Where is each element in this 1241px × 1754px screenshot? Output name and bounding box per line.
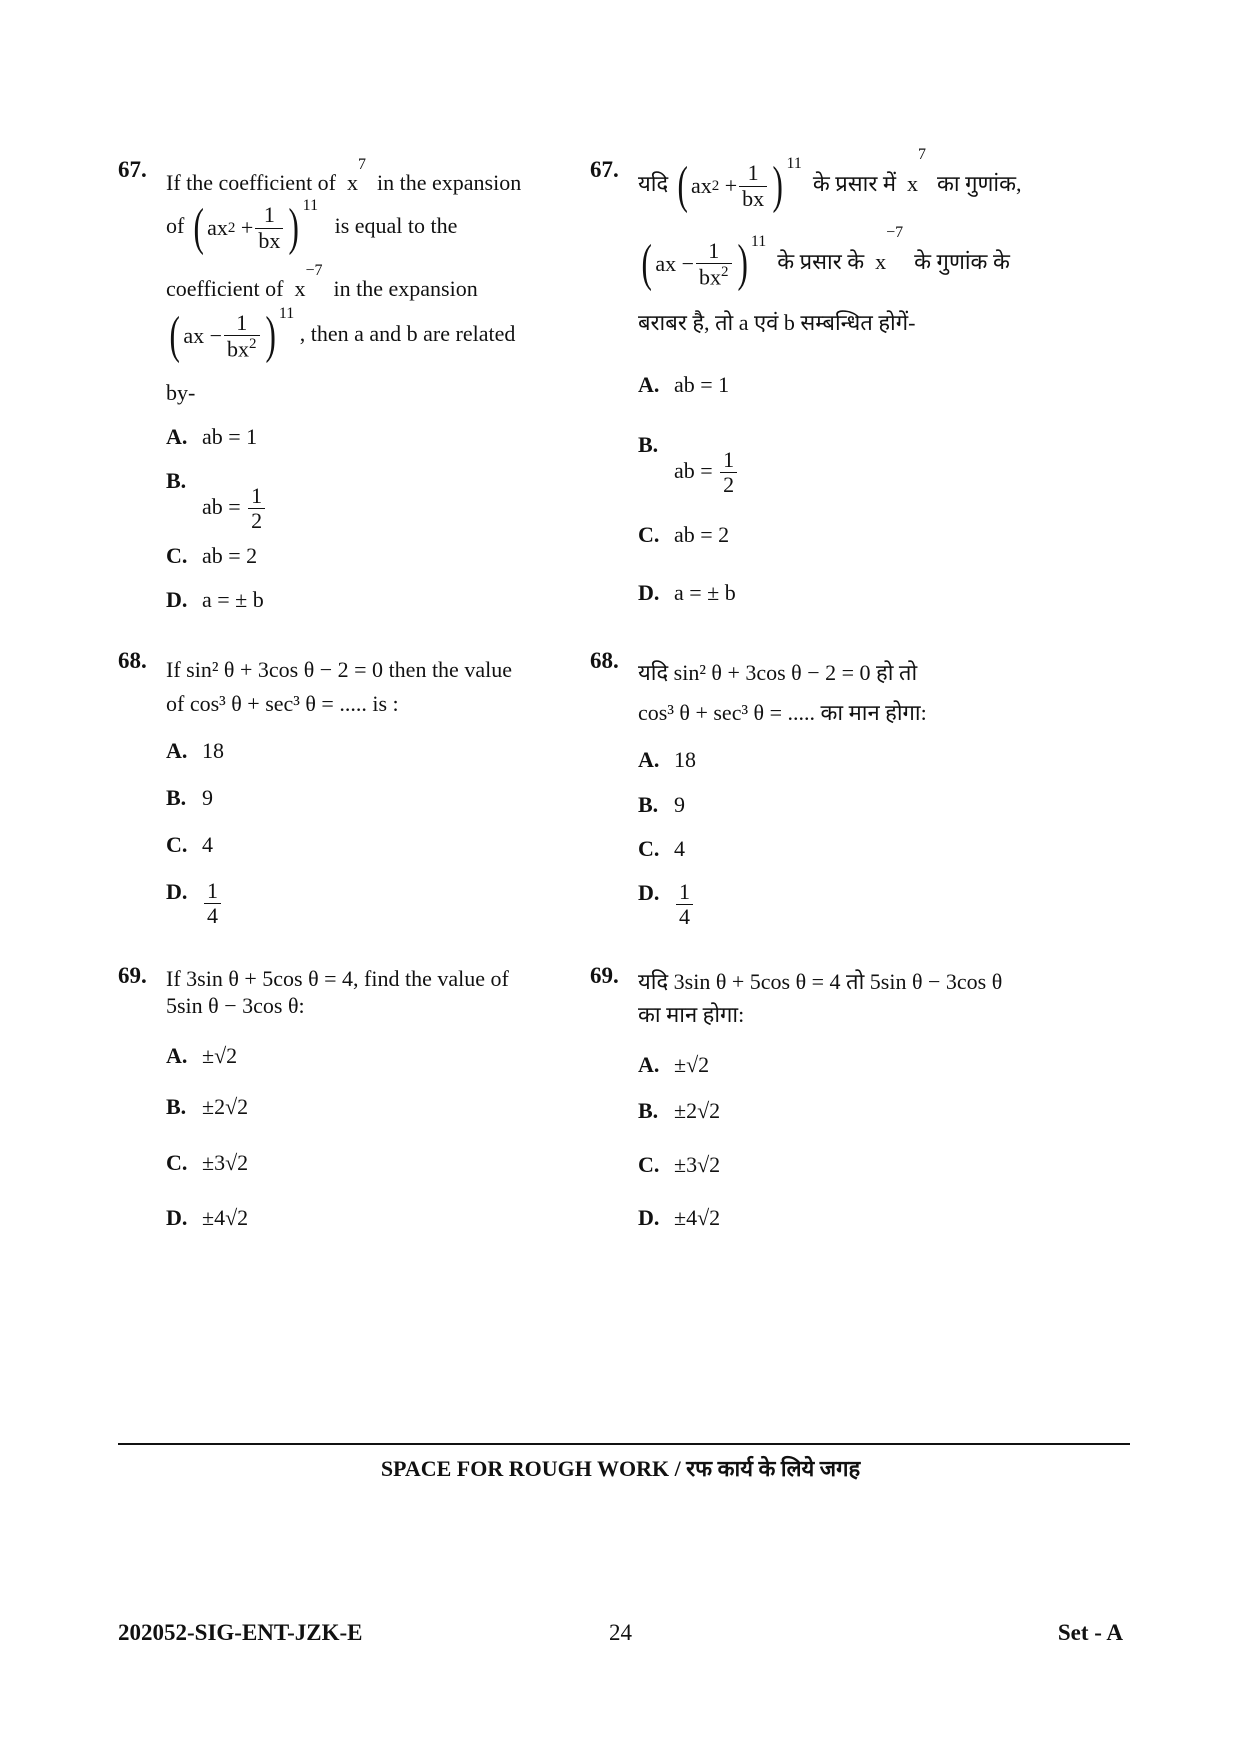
question-text-line: cos³ θ + sec³ θ = ..... का मान होगा: [638,700,927,725]
question-text-line [166,156,522,196]
option-b[interactable]: B. 9 [638,792,685,817]
text: in the expansion [333,276,478,301]
option-a[interactable]: A. 18 [638,747,696,772]
text: of [166,213,185,239]
option-c[interactable]: C. ab = 2 [638,522,730,547]
question-number: 69. [590,963,619,988]
question-number: 67. [118,157,147,182]
option-c[interactable]: C. ±3√2 [166,1150,249,1175]
option-d[interactable]: D. ±4√2 [166,1205,249,1230]
rough-work-divider [118,1443,1130,1445]
question-text-line: 5sin θ − 3cos θ: [166,993,305,1018]
question-text-line [166,305,516,364]
question-text-line: by- [166,380,196,405]
option-c[interactable]: C. ±3√2 [638,1152,721,1177]
question-text-line: If 3sin θ + 5cos θ = 4, find the value of [166,966,509,991]
text: coefficient of [166,276,284,301]
question-text-line: का मान होगा: [638,1002,745,1027]
math-expression: ( ax 2 + $\frac{1}{bx}$ ) 11 [677,155,802,214]
option-b[interactable]: B. ±2√2 [166,1094,249,1119]
option-d[interactable]: D. $\frac{1}{4}$ [638,880,695,929]
math-expression: ( ax − $\frac{1}{bx^2}$ ) 11 [641,233,767,292]
text: is equal to the [334,213,458,239]
question-text-line: यदि 3sin θ + 5cos θ = 4 तो 5sin θ − 3cos θ [638,969,1003,994]
question-text-line: ( ax − $\frac{1}{bx^2}$ ) 11 के प्रसार के $x^{-7}$ के गुणांक के [638,238,1010,290]
question-number: 67. [590,157,619,182]
rough-work-heading: SPACE FOR ROUGH WORK / रफ कार्य के लिये जगह [380,1456,861,1481]
option-a[interactable]: A. ±√2 [166,1043,238,1068]
question-number: 69. [118,963,147,988]
set-label: Set - A [1057,1620,1123,1645]
text: If the coefficient of [166,170,337,195]
option-c[interactable]: C. ab = 2 [166,543,258,568]
page-number: 24 [609,1620,632,1645]
option-d[interactable]: D. ±4√2 [638,1205,721,1230]
option-b[interactable]: B.ab = $\frac{1}{2}$ [638,432,739,481]
option-c[interactable]: C. 4 [166,832,213,857]
math-expression: ( ax − $\frac{1}{bx^2}$ ) 11 [169,305,295,364]
math-expression: ( ax 2 + $\frac{1}{bx}$ ) 11 [193,197,319,256]
question-text-line [166,262,478,302]
option-d[interactable]: D. $\frac{1}{4}$ [166,879,223,928]
question-text-line: of cos³ θ + sec³ θ = ..... is : [166,691,399,716]
question-text-line: यदि sin² θ + 3cos θ − 2 = 0 हो तो [638,660,918,685]
option-b[interactable]: B. ±2√2 [638,1098,721,1123]
option-a[interactable]: A. 18 [166,738,224,763]
text: , then a and b are related [299,321,516,347]
option-c[interactable]: C. 4 [638,836,685,861]
footer-code: 202052-SIG-ENT-JZK-E [118,1620,363,1645]
math-x7: $x^7$ [347,156,367,195]
question-number: 68. [590,648,619,673]
question-number: 68. [118,648,147,673]
option-a[interactable]: A. ±√2 [638,1052,710,1077]
option-a[interactable]: A. ab = 1 [166,424,258,449]
text: in the expansion [377,170,522,195]
question-text-line: यदि ( ax 2 + $\frac{1}{bx}$ ) 11 के प्रसार में $x^7$ का गुणांक, [638,146,1022,214]
question-text-line: If sin² θ + 3cos θ − 2 = 0 then the value [166,657,512,682]
option-b[interactable]: B. 9 [166,785,213,810]
option-b[interactable]: B.ab = $\frac{1}{2}$ [166,468,267,517]
question-text-line [166,197,458,256]
question-text-line: बराबर है, तो a एवं b सम्बन्धित होगें- [638,310,916,335]
option-d[interactable]: D. a = ± b [638,580,736,605]
math-x-7: $x^{-7}$ [294,262,323,301]
option-d[interactable]: D. a = ± b [166,587,264,612]
option-a[interactable]: A. ab = 1 [638,372,730,397]
